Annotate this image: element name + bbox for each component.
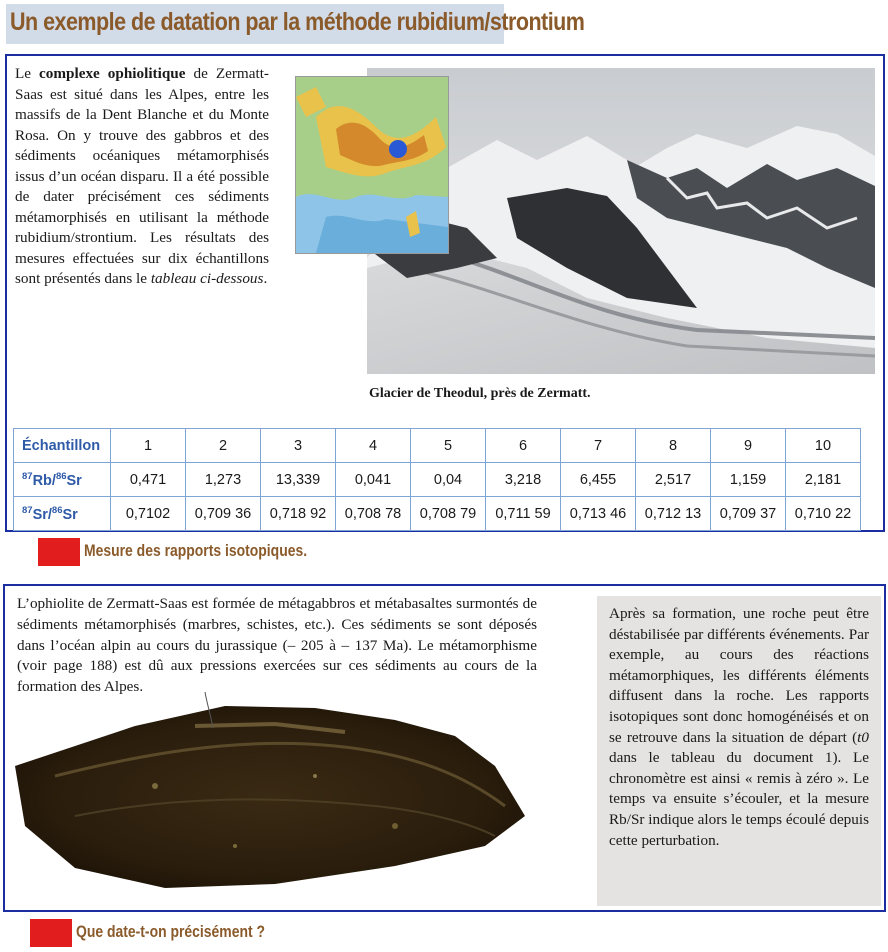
table-cell: 0,709 37	[711, 497, 786, 531]
table-cell: 2,517	[636, 463, 711, 497]
ophiolite-paragraph: L’ophiolite de Zermatt-Saas est formée de métagabbros et métabasaltes surmontés de sédiments métamorphisés (marbres, schistes, etc.). Ces sédiments se sont déposés dans l’océan alpin au cours du jurassique (– 205 à – 137 Ma). Le métamorphisme (voir page 188) est dû aux pressions exercées sur ces sédiments au cours de la formation des Alpes.	[17, 595, 537, 696]
page-title: Un exemple de datation par la méthode rubidium/strontium	[10, 8, 585, 36]
sample-cell: 10	[786, 429, 861, 463]
table-cell: 0,718 92	[261, 497, 336, 531]
sample-cell: 2	[186, 429, 261, 463]
table-cell: 0,712 13	[636, 497, 711, 531]
document-1-marker	[38, 538, 80, 566]
table-cell: 0,471	[111, 463, 186, 497]
document-2-label: Que date-t-on précisément ?	[76, 922, 265, 941]
sample-cell: 8	[636, 429, 711, 463]
photo-caption: Glacier de Theodul, près de Zermatt.	[369, 386, 591, 401]
header-rb-sr: $^{87}$Rb/$^{86}$Sr	[14, 463, 111, 497]
table-cell: 0,7102	[111, 497, 186, 531]
table-cell: 0,041	[336, 463, 411, 497]
sample-cell: 7	[561, 429, 636, 463]
sidebar-note	[597, 596, 881, 906]
table-cell: 0,713 46	[561, 497, 636, 531]
sample-cell: 3	[261, 429, 336, 463]
title-banner	[6, 4, 585, 44]
table-cell: 0,709 36	[186, 497, 261, 531]
document-1-frame	[5, 54, 885, 532]
document-2-frame	[3, 584, 886, 912]
isotope-table	[13, 428, 861, 531]
document-2-marker	[30, 919, 72, 947]
location-map	[295, 76, 449, 254]
sample-cell: 5	[411, 429, 486, 463]
sample-cell: 4	[336, 429, 411, 463]
intro-paragraph: Le complexe ophiolitique de Zermatt-Saas est situé dans les Alpes, entre les massifs de la Dent Blanche et du Monte Rosa. On y trouve des gabbros et des sédiments océaniques métamorphisés issus d’un océan disparu. Il a été possible de dater précisément ces sédiments métamorphisés en utilisant la méthode rubidium/strontium. Les résultats des mesures effectuées sur dix échantillons sont présentés dans le tableau ci-dessous.	[15, 65, 269, 287]
table-cell: 0,708 79	[411, 497, 486, 531]
table-row-rb-sr	[14, 463, 861, 497]
table-row-sr-sr	[14, 497, 861, 531]
table-row-samples	[14, 429, 861, 463]
pointer-line	[201, 690, 221, 730]
header-sample: Échantillon	[14, 429, 111, 463]
table-cell: 13,339	[261, 463, 336, 497]
table-cell: 1,273	[186, 463, 261, 497]
sample-cell: 9	[711, 429, 786, 463]
document-1-label: Mesure des rapports isotopiques.	[84, 541, 308, 560]
table-cell: 2,181	[786, 463, 861, 497]
table-cell: 0,708 78	[336, 497, 411, 531]
table-cell: 1,159	[711, 463, 786, 497]
table-cell: 0,710 22	[786, 497, 861, 531]
table-cell: 3,218	[486, 463, 561, 497]
sidebar-text: Après sa formation, une roche peut être déstabilisée par différents événements. Par exemple, au cours des réactions métamorphiques, les différents éléments diffusent dans la roche. Les rapports isotopiques sont donc homogénéisés et on se retrouve dans la situation de départ (t0 dans le tableau du document 1). Le chronomètre est ainsi « remis à zéro ». Le temps va ensuite s’écouler, et la mesure Rb/Sr indique alors le temps écoulé depuis cette perturbation.	[609, 605, 869, 849]
sample-cell: 6	[486, 429, 561, 463]
sample-cell: 1	[111, 429, 186, 463]
table-cell: 0,04	[411, 463, 486, 497]
header-sr-sr: $^{87}$Sr/$^{86}$Sr	[14, 497, 111, 531]
keyword-ophiolite: complexe ophiolitique	[39, 65, 186, 82]
rock-sample-photo	[15, 696, 535, 896]
table-cell: 6,455	[561, 463, 636, 497]
table-cell: 0,711 59	[486, 497, 561, 531]
